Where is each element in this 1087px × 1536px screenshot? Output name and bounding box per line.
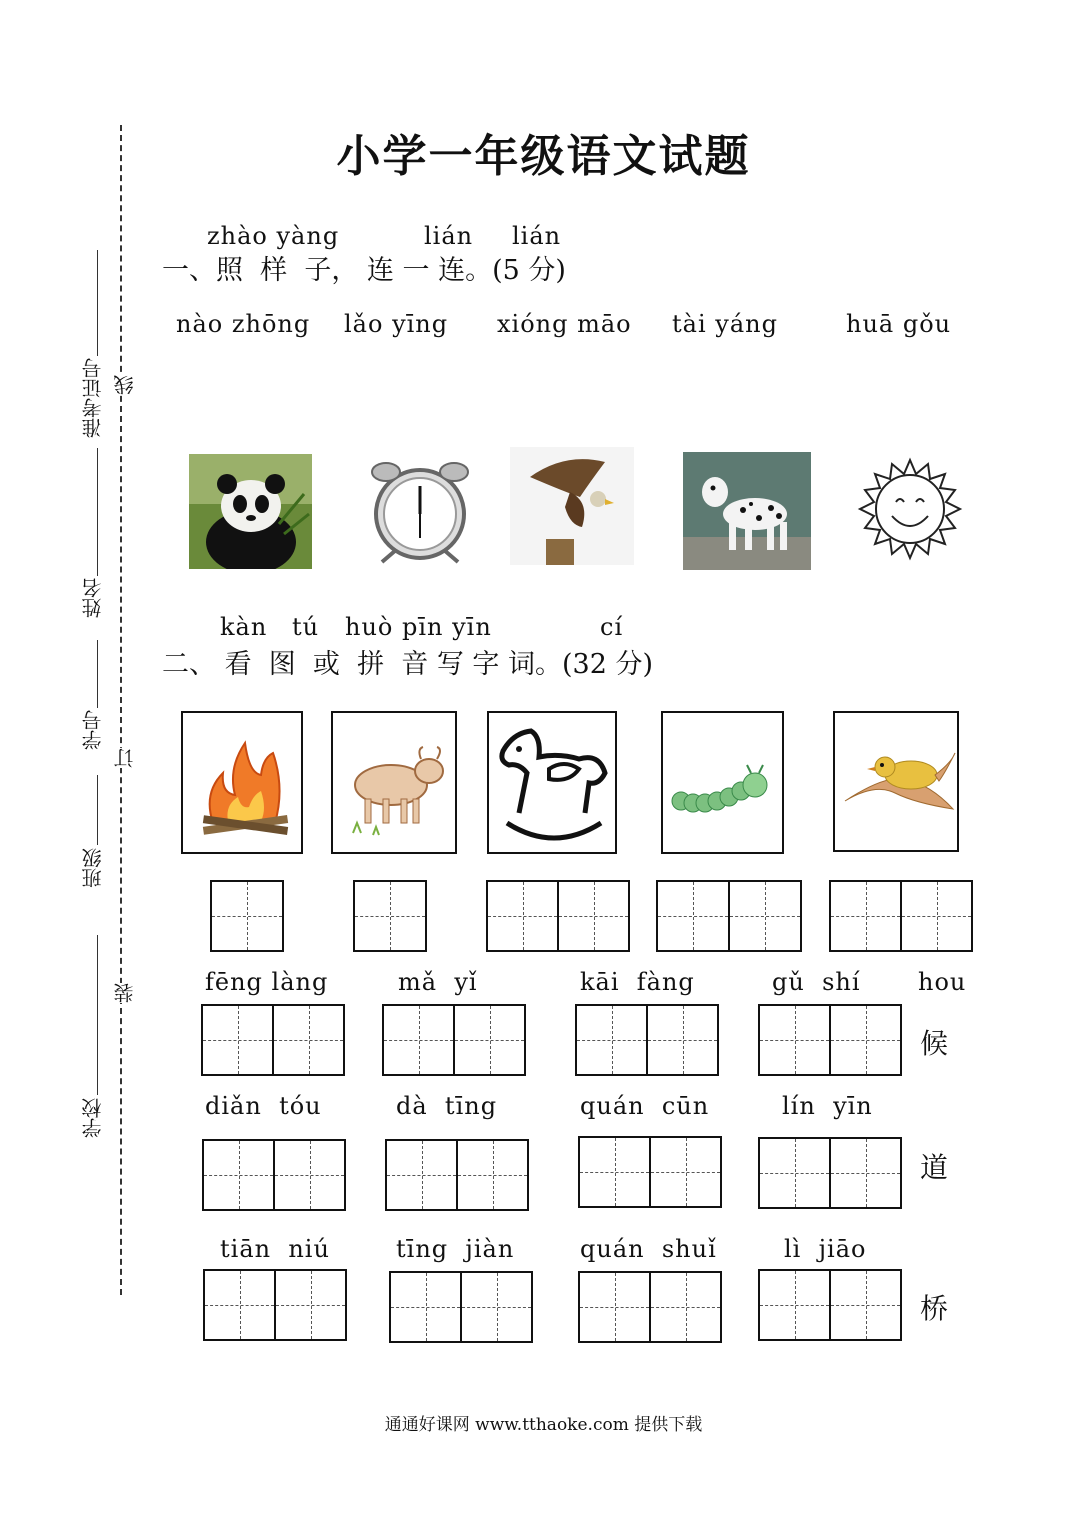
section2-pinyin-ci: cí — [600, 613, 624, 641]
row1-pinyin-mayi: mǎ yǐ — [398, 968, 478, 996]
row2-pinyin-dating: dà tīng — [396, 1092, 498, 1120]
row3-pinyin-lijiao: lì jiāo — [784, 1235, 867, 1263]
rocking-horse-picture — [487, 711, 617, 854]
section1-pinyin-lian-1: lián — [424, 222, 474, 250]
spotted-dog-picture[interactable] — [683, 452, 811, 570]
binding-mark-xian: 线 — [110, 375, 139, 395]
section2-pinyin-kan: kàn — [220, 613, 268, 641]
binding-mark-zhuang: 装 — [110, 983, 139, 1003]
row2-pinyin-linyin: lín yīn — [782, 1092, 873, 1120]
option-xiongmao[interactable]: xióng māo — [497, 310, 632, 338]
writing-grid[interactable] — [203, 1269, 347, 1341]
writing-grid[interactable] — [389, 1271, 533, 1343]
writing-grid[interactable] — [486, 880, 630, 952]
caterpillar-picture — [661, 711, 784, 854]
writing-grid[interactable] — [575, 1004, 719, 1076]
row2-pinyin-quancun: quán cūn — [580, 1092, 710, 1120]
row1-pinyin-gushi: gǔ shí — [772, 968, 861, 996]
row1-pinyin-fenglang: fēng làng — [205, 968, 329, 996]
eagle-picture[interactable] — [510, 447, 634, 565]
row1-pinyin-hou: hou — [918, 968, 967, 996]
section1-pinyin-zhaoyang: zhào yàng — [207, 222, 340, 250]
sun-picture[interactable] — [852, 452, 968, 566]
writing-grid[interactable] — [829, 880, 973, 952]
writing-grid[interactable] — [758, 1269, 902, 1341]
binding-mark-ding: 订 — [110, 748, 139, 768]
student-number-blank — [97, 640, 98, 708]
writing-grid[interactable] — [210, 880, 284, 952]
row1-given-char: 候 — [920, 1027, 949, 1060]
section2-pinyin-huopinyin: huò pīn yīn — [345, 613, 492, 641]
student-number-label: 学号 — [81, 710, 105, 750]
exam-id-blank — [97, 250, 98, 356]
row2-pinyin-diantou: diǎn tóu — [205, 1092, 322, 1120]
writing-grid[interactable] — [758, 1137, 902, 1209]
writing-grid[interactable] — [578, 1271, 722, 1343]
name-label: 姓名 — [81, 578, 105, 618]
option-naozhong[interactable]: nào zhōng — [176, 310, 311, 338]
option-laoying[interactable]: lǎo yīng — [344, 310, 449, 338]
row3-pinyin-quanshui: quán shuǐ — [580, 1235, 717, 1263]
bird-picture — [833, 711, 959, 852]
writing-grid[interactable] — [353, 880, 427, 952]
binding-dashed-line — [120, 125, 122, 1295]
writing-grid[interactable] — [201, 1004, 345, 1076]
section1-pinyin-lian-2: lián — [512, 222, 562, 250]
exam-id-label: 准考证号 — [81, 358, 105, 438]
school-blank — [97, 935, 98, 1095]
section2-heading: 二、 看 图 或 拼 音 写 字 词。(32 分) — [162, 649, 653, 680]
writing-grid[interactable] — [382, 1004, 526, 1076]
row3-pinyin-tingjian: tīng jiàn — [396, 1235, 515, 1263]
section1-heading: 一、照 样 子， 连 一 连。(5 分) — [162, 255, 566, 286]
writing-grid[interactable] — [656, 880, 802, 952]
fire-picture — [181, 711, 303, 854]
row2-given-char: 道 — [920, 1151, 949, 1184]
footer-source: 通通好课网 www.tthaoke.com 提供下载 — [384, 1415, 703, 1435]
option-taiyang[interactable]: tài yáng — [672, 310, 778, 338]
name-blank — [97, 448, 98, 576]
school-label: 学校 — [81, 1098, 105, 1138]
writing-grid[interactable] — [578, 1136, 722, 1208]
panda-picture[interactable] — [189, 454, 312, 569]
section2-pinyin-tu: tú — [292, 613, 320, 641]
writing-grid[interactable] — [758, 1004, 902, 1076]
class-label: 班级 — [81, 848, 105, 888]
cow-picture — [331, 711, 457, 854]
row3-pinyin-tianniu: tiān niú — [220, 1235, 330, 1263]
alarm-clock-picture[interactable] — [362, 458, 477, 566]
row1-pinyin-kaifang: kāi fàng — [580, 968, 695, 996]
writing-grid[interactable] — [385, 1139, 529, 1211]
option-huagou[interactable]: huā gǒu — [846, 310, 952, 338]
writing-grid[interactable] — [202, 1139, 346, 1211]
class-blank — [97, 775, 98, 845]
row3-given-char: 桥 — [920, 1292, 949, 1325]
page-title: 小学一年级语文试题 — [336, 131, 751, 182]
